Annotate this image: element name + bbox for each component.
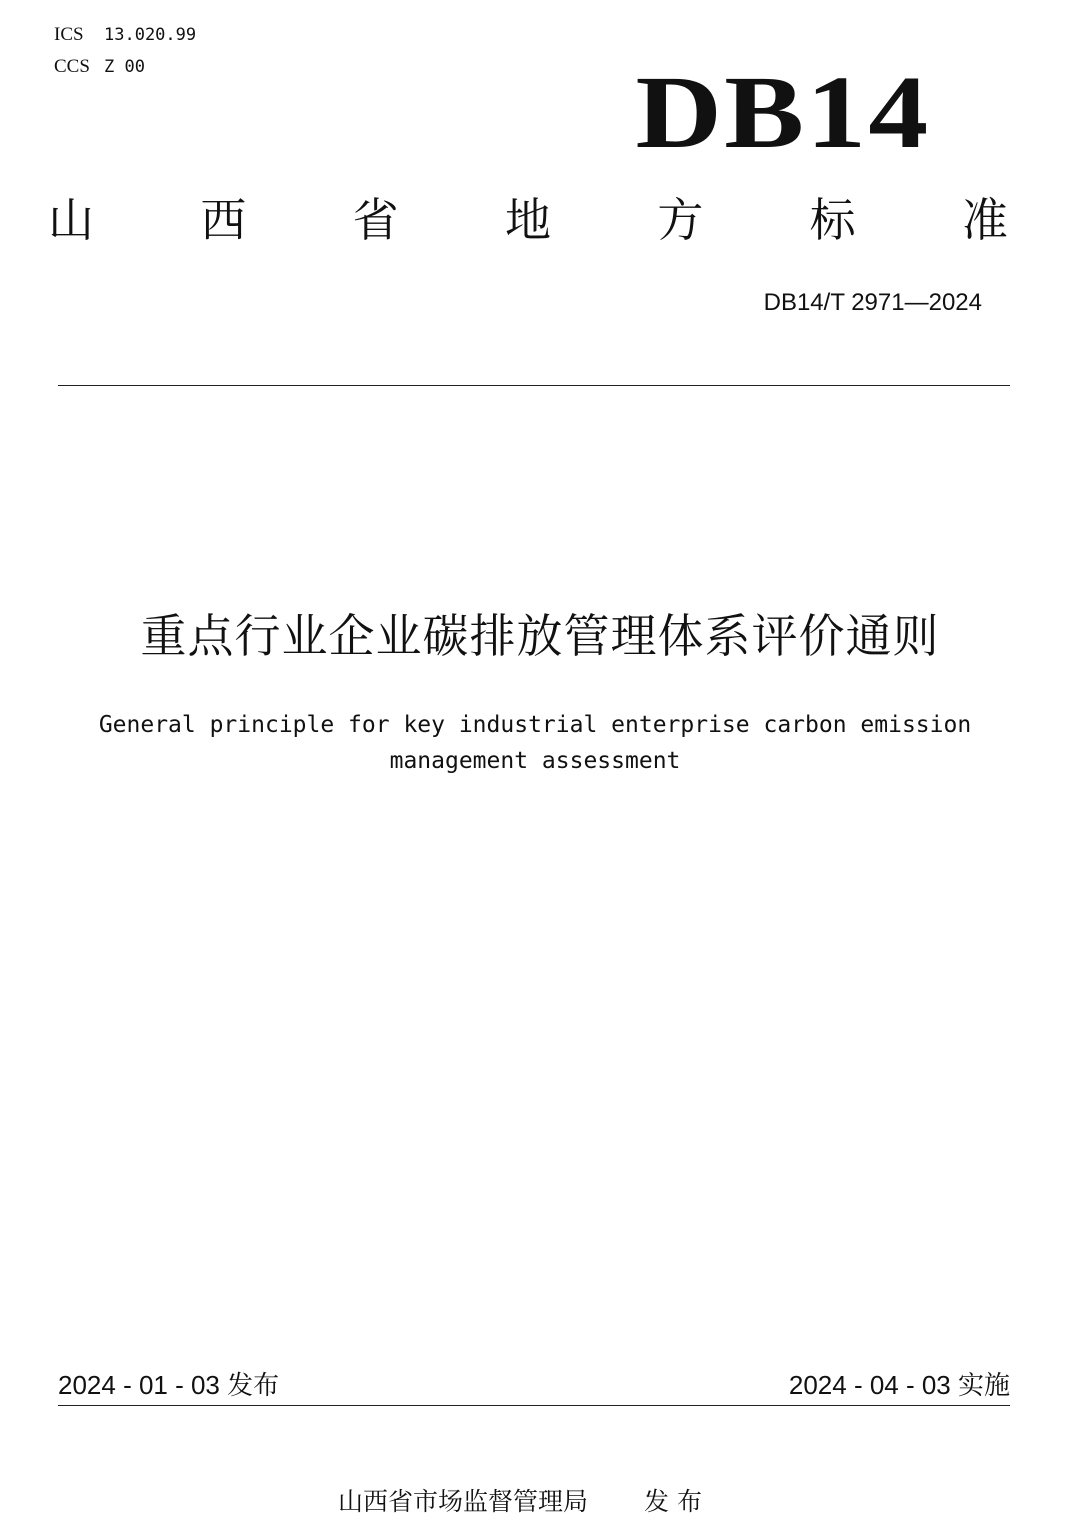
implementation-date: 2024 - 04 - 03 实施 (788, 1370, 1010, 1400)
authority-title (48, 192, 1008, 248)
ics-classification (54, 24, 196, 46)
authority-char: 准 (961, 193, 1008, 247)
authority-char: 标 (809, 193, 856, 247)
publish-label: 发 布 (644, 1487, 702, 1516)
ccs-label: CCS (54, 56, 90, 77)
document-title-english-line2: management assessment (389, 748, 681, 774)
standard-code-logo: DB14 (635, 55, 930, 170)
issue-date: 2024 - 01 - 03 发布 (58, 1370, 280, 1400)
publisher-name: 山西省市场监督管理局 (338, 1487, 589, 1516)
ccs-classification (54, 56, 145, 78)
header-divider (58, 385, 1010, 386)
authority-char: 方 (657, 193, 704, 247)
authority-char: 西 (200, 193, 247, 247)
authority-char: 地 (504, 193, 551, 247)
ics-label: ICS (54, 24, 84, 45)
ccs-value: Z 00 (104, 57, 145, 77)
standard-number: DB14/T 2971—2024 (763, 289, 982, 316)
document-title-chinese: 重点行业企业碳排放管理体系评价通则 (140, 609, 940, 663)
publisher-line (0, 1484, 1040, 1520)
ics-value: 13.020.99 (104, 25, 197, 45)
authority-char: 省 (352, 193, 399, 247)
authority-char: 山 (48, 193, 94, 247)
document-title-english-line1: General principle for key industrial enterprise carbon emission (98, 712, 972, 738)
footer-divider (58, 1405, 1010, 1406)
